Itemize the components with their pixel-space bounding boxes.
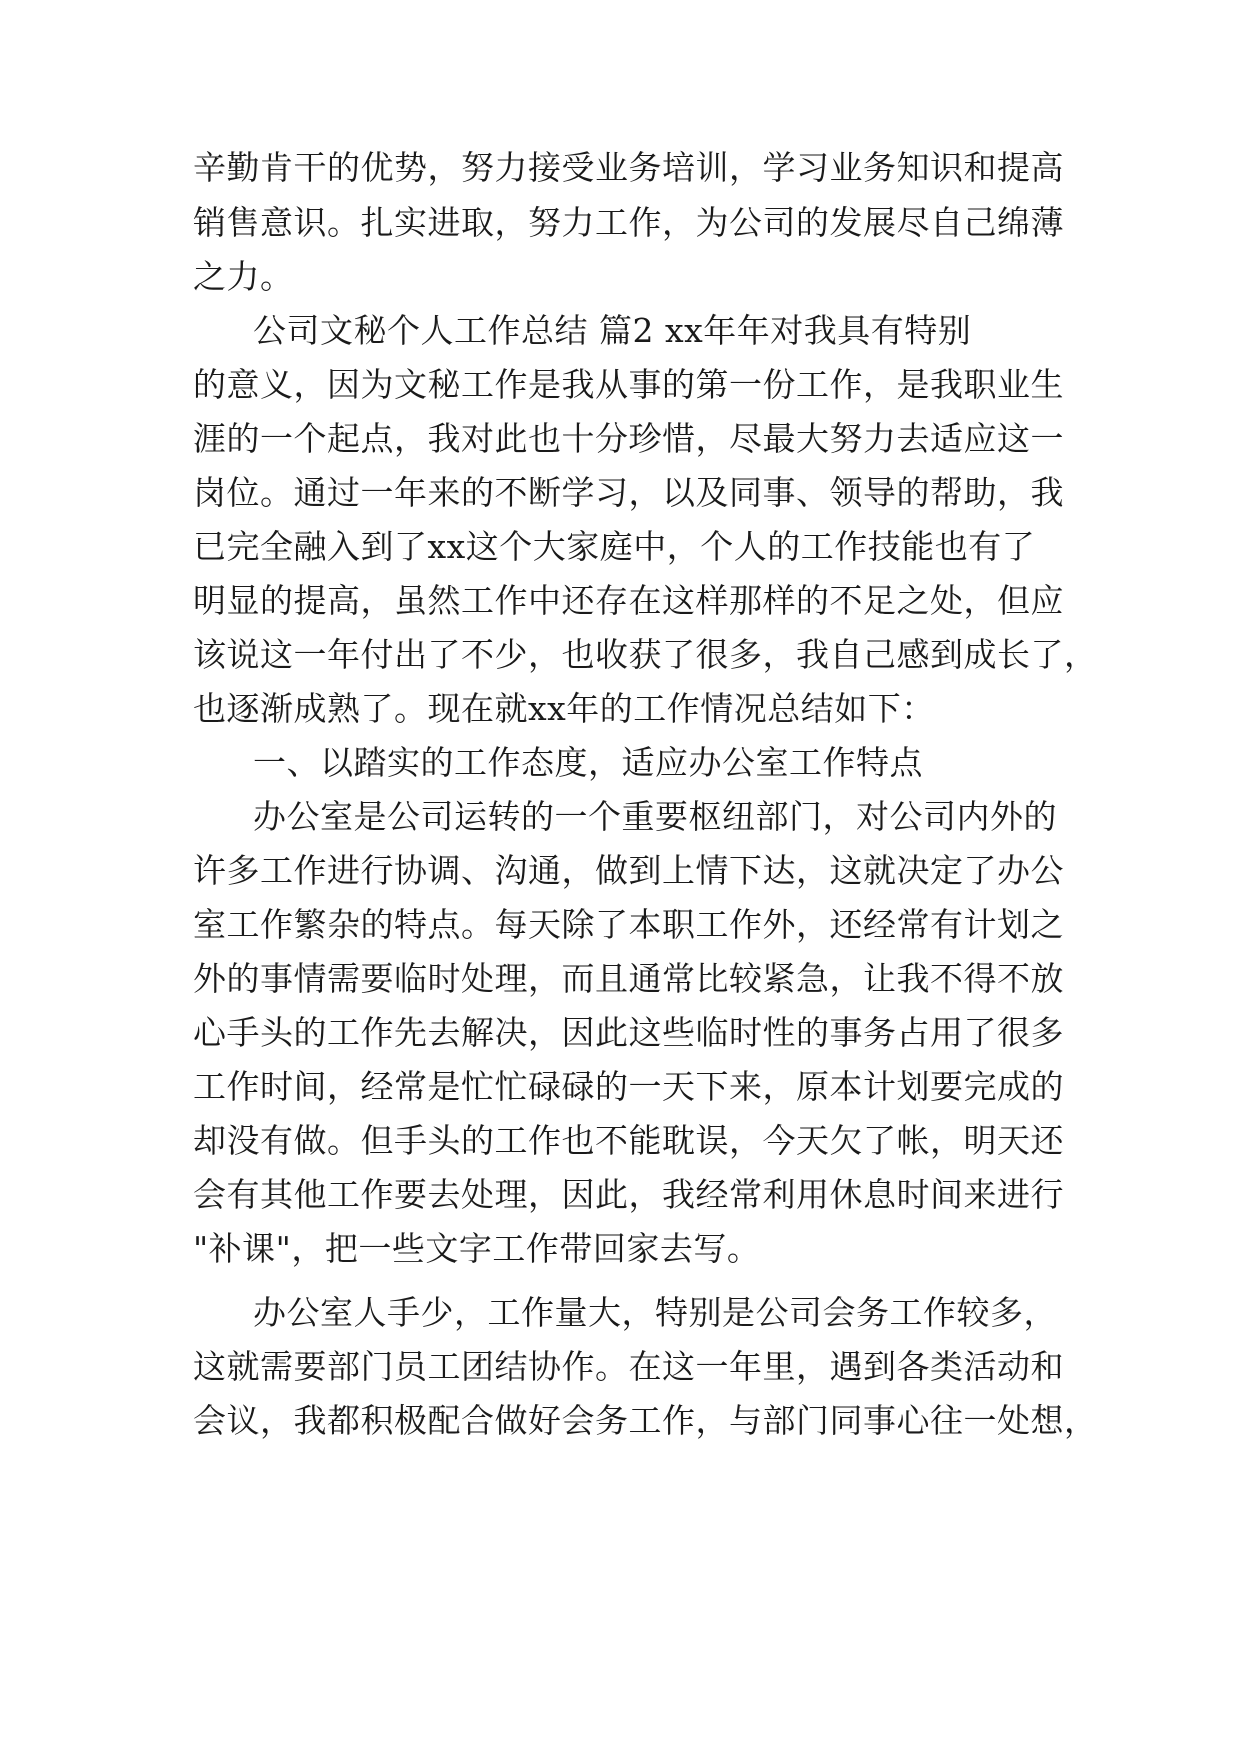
text-line: "补课"，把一些文字工作带回家去写。 <box>193 1229 761 1268</box>
text-line: 之力。 <box>193 257 294 296</box>
text-line: 办公室是公司运转的一个重要枢纽部门，对公司内外的 <box>253 797 1057 836</box>
text-line: 这就需要部门员工团结协作。在这一年里，遇到各类活动和 <box>193 1347 1064 1386</box>
text-line: 明显的提高，虽然工作中还存在这样那样的不足之处，但应 <box>193 581 1064 620</box>
text-line: 心手头的工作先去解决，因此这些临时性的事务占用了很多 <box>193 1013 1064 1052</box>
subheading-line: 一、以踏实的工作态度，适应办公室工作特点 <box>253 743 923 782</box>
text-line: 已完全融入到了xx这个大家庭中，个人的工作技能也有了 <box>193 527 1036 566</box>
text-line: 岗位。通过一年来的不断学习，以及同事、领导的帮助，我 <box>193 473 1064 512</box>
text-line: 辛勤肯干的优势，努力接受业务培训，学习业务知识和提高 <box>193 148 1064 187</box>
text-line: 该说这一年付出了不少，也收获了很多，我自己感到成长了， <box>193 635 1098 674</box>
text-line: 也逐渐成熟了。现在就xx年的工作情况总结如下： <box>193 689 935 728</box>
text-line: 办公室人手少，工作量大，特别是公司会务工作较多， <box>253 1293 1057 1332</box>
text-line: 涯的一个起点，我对此也十分珍惜，尽最大努力去适应这一 <box>193 419 1064 458</box>
text-line: 却没有做。但手头的工作也不能耽误，今天欠了帐，明天还 <box>193 1121 1064 1160</box>
text-line: 室工作繁杂的特点。每天除了本职工作外，还经常有计划之 <box>193 905 1064 944</box>
text-line: 许多工作进行协调、沟通，做到上情下达，这就决定了办公 <box>193 851 1064 890</box>
text-line: 会有其他工作要去处理，因此，我经常利用休息时间来进行 <box>193 1175 1064 1214</box>
section-heading-line: 公司文秘个人工作总结 篇2 xx年年对我具有特别 <box>253 311 972 350</box>
text-line: 会议，我都积极配合做好会务工作，与部门同事心往一处想， <box>193 1401 1098 1440</box>
text-line: 外的事情需要临时处理，而且通常比较紧急，让我不得不放 <box>193 959 1064 998</box>
text-line: 的意义，因为文秘工作是我从事的第一份工作，是我职业生 <box>193 365 1064 404</box>
text-line: 销售意识。扎实进取，努力工作，为公司的发展尽自己绵薄 <box>193 203 1064 242</box>
text-line: 工作时间，经常是忙忙碌碌的一天下来，原本计划要完成的 <box>193 1067 1064 1106</box>
